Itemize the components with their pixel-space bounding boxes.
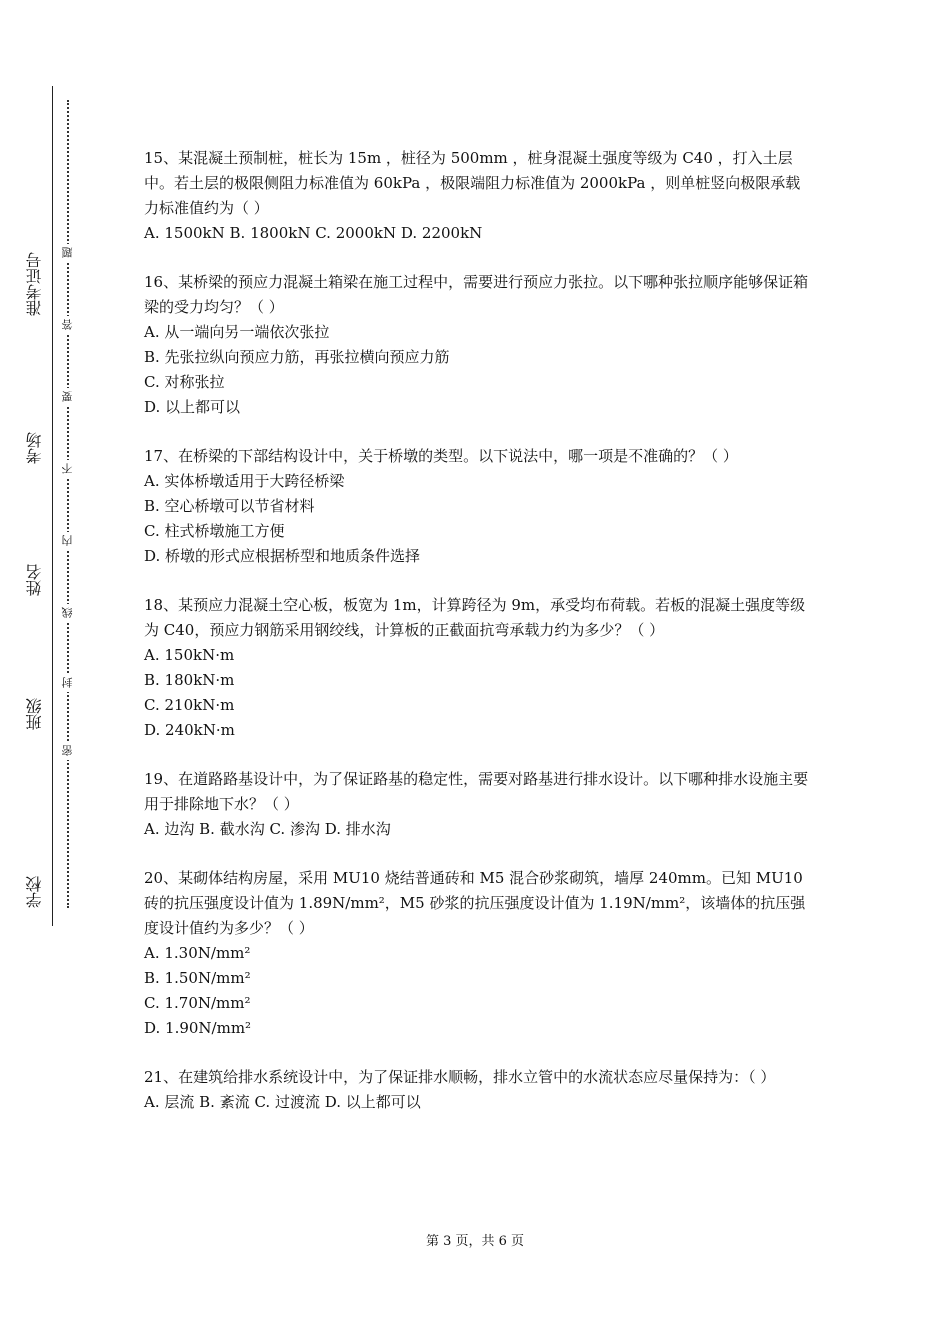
option-d: D. 桥墩的形式应根据桥型和地质条件选择 [144, 547, 421, 565]
question-stem: 16、某桥梁的预应力混凝土箱梁在施工过程中，需要进行预应力张拉。以下哪种张拉顺序能够保证箱梁的受力均匀？（ ） [144, 273, 809, 316]
question-20 [144, 866, 810, 1041]
option-b: B. 先张拉纵向预应力筋，再张拉横向预应力筋 [144, 348, 450, 366]
question-15 [144, 146, 810, 246]
binding-strip [18, 86, 53, 926]
binding-field-ticket-number: 准考证号 [25, 252, 44, 316]
option-d: D. 240kN·m [144, 721, 235, 739]
option-c: C. 对称张拉 [144, 373, 225, 391]
question-stem: 15、某混凝土预制桩，桩长为 15m ，桩径为 500mm ，桩身混凝土强度等级为 C40 ，打入土层中。若土层的极限侧阻力标准值为 60kPa ，极限端阻力标准值为 2000kPa ，则单桩竖向极限承载力标准值约为（ ） [144, 149, 801, 217]
option-a: A. 从一端向另一端依次张拉 [144, 323, 330, 341]
seal-char: 题 [59, 244, 75, 262]
option-a: A. 150kN·m [144, 646, 235, 664]
binding-field-school: 学校 [25, 876, 44, 908]
question-stem: 21、在建筑给排水系统设计中，为了保证排水顺畅，排水立管中的水流状态应尽量保持为：（ ） [144, 1068, 776, 1086]
option-b: B. 空心桥墩可以节省材料 [144, 497, 315, 515]
question-19 [144, 767, 810, 842]
question-18 [144, 593, 810, 743]
question-stem: 17、在桥梁的下部结构设计中，关于桥墩的类型。以下说法中，哪一项是不准确的？（ ） [144, 447, 738, 465]
binding-field-class: 班级 [25, 698, 44, 730]
question-stem: 19、在道路路基设计中，为了保证路基的稳定性，需要对路基进行排水设计。以下哪种排水设施主要用于排除地下水？（ ） [144, 770, 809, 813]
question-list [144, 146, 810, 1139]
option-c: C. 210kN·m [144, 696, 235, 714]
option-b: B. 180kN·m [144, 671, 235, 689]
page-number: 第 3 页，共 6 页 [425, 1234, 525, 1249]
question-stem: 20、某砌体结构房屋，采用 MU10 烧结普通砖和 M5 混合砂浆砌筑，墙厚 240mm。已知 MU10 砖的抗压强度设计值为 1.89N/mm²，M5 砂浆的抗压强度设计值为 1.19N/mm²，该墙体的抗压强度设计值约为多少？（ ） [144, 869, 806, 937]
seal-char: 线 [59, 604, 75, 622]
question-options: A. 层流 B. 紊流 C. 过渡流 D. 以上都可以 [144, 1093, 421, 1111]
option-d: D. 1.90N/mm² [144, 1019, 252, 1037]
question-stem: 18、某预应力混凝土空心板，板宽为 1m，计算跨径为 9m，承受均布荷载。若板的混凝土强度等级为 C40，预应力钢筋采用钢绞线，计算板的正截面抗弯承载力约为多少？（ ） [144, 596, 806, 639]
question-options: A. 1500kN B. 1800kN C. 2000kN D. 2200kN [144, 224, 483, 242]
question-16 [144, 270, 810, 420]
seal-char: 要 [59, 388, 75, 406]
option-d: D. 以上都可以 [144, 398, 241, 416]
seal-dotted-line [67, 100, 69, 908]
option-a: A. 1.30N/mm² [144, 944, 251, 962]
question-21 [144, 1065, 810, 1115]
option-a: A. 实体桥墩适用于大跨径桥梁 [144, 472, 345, 490]
seal-char: 答 [59, 316, 75, 334]
seal-char: 内 [59, 532, 75, 550]
question-17 [144, 444, 810, 569]
seal-char: 密 [59, 742, 75, 760]
option-b: B. 1.50N/mm² [144, 969, 251, 987]
seal-char: 不 [59, 460, 75, 478]
binding-field-name: 姓名 [25, 564, 44, 596]
option-c: C. 柱式桥墩施工方便 [144, 522, 285, 540]
seal-char: 封 [59, 674, 75, 692]
question-options: A. 边沟 B. 截水沟 C. 渗沟 D. 排水沟 [144, 820, 391, 838]
option-c: C. 1.70N/mm² [144, 994, 251, 1012]
binding-field-exam-room: 考场 [25, 432, 44, 464]
